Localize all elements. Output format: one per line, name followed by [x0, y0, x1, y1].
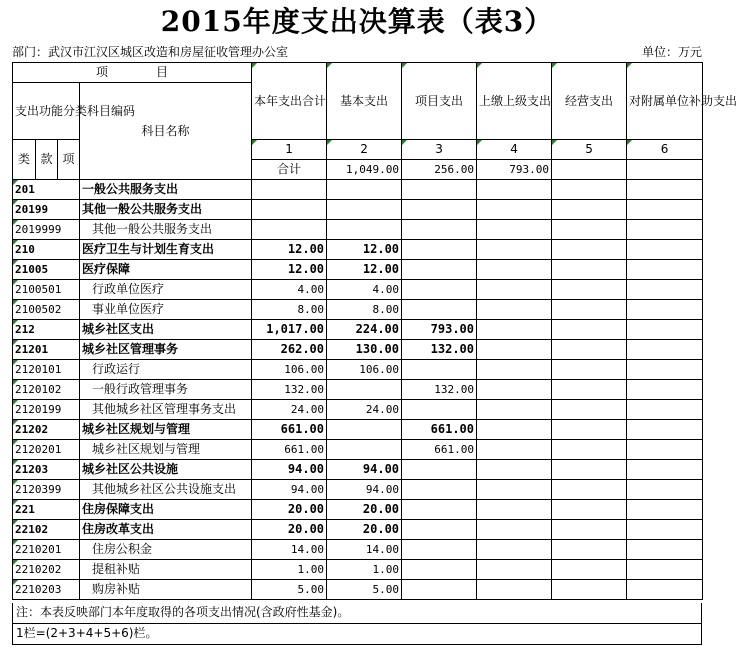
table-row [13, 440, 703, 460]
total-v1: 1,049.00 [327, 160, 402, 180]
row-v2: 12.00 [327, 240, 402, 260]
row-code: 2120201 [13, 440, 80, 460]
header-name: 科目名称 [80, 83, 252, 180]
col-number-5: 5 [552, 140, 627, 160]
row-v5 [552, 460, 627, 480]
row-name: 其他一般公共服务支出 [80, 220, 252, 240]
expenditure-table [12, 62, 737, 600]
row-v1: 12.00 [252, 240, 327, 260]
row-v5 [552, 520, 627, 540]
row-v3 [402, 400, 477, 420]
col-number-4: 4 [477, 140, 552, 160]
row-v1: 20.00 [252, 520, 327, 540]
row-v5 [552, 400, 627, 420]
row-name: 其他城乡社区管理事务支出 [80, 400, 252, 420]
header-xiang: 项 [58, 140, 80, 180]
row-name: 医疗卫生与计划生育支出 [80, 240, 252, 260]
page-title: 2015年度支出决算表（表3） [160, 5, 554, 38]
row-code: 210 [13, 240, 80, 260]
row-name: 城乡社区规划与管理 [80, 440, 252, 460]
row-v5 [552, 380, 627, 400]
row-v3 [402, 540, 477, 560]
row-v2: 14.00 [327, 540, 402, 560]
row-code: 2210201 [13, 540, 80, 560]
header-col-4: 上缴上级支出 [477, 63, 552, 140]
row-name: 城乡社区管理事务 [80, 340, 252, 360]
row-code: 2120199 [13, 400, 80, 420]
row-v3 [402, 280, 477, 300]
row-v4 [477, 420, 552, 440]
row-v5 [552, 180, 627, 200]
table-row [13, 500, 703, 520]
header-lei: 类 [13, 140, 36, 180]
row-code: 2019999 [13, 220, 80, 240]
row-v2 [327, 380, 402, 400]
row-name: 住房改革支出 [80, 520, 252, 540]
table-row [13, 540, 703, 560]
row-v3: 793.00 [402, 320, 477, 340]
row-v6 [627, 460, 703, 480]
table-row [13, 380, 703, 400]
table-row [13, 180, 703, 200]
row-code: 221 [13, 500, 80, 520]
row-code: 2210203 [13, 580, 80, 600]
row-v6 [627, 360, 703, 380]
row-code: 21201 [13, 340, 80, 360]
row-name: 提租补贴 [80, 560, 252, 580]
row-v5 [552, 280, 627, 300]
table-row [13, 580, 703, 600]
row-v6 [627, 220, 703, 240]
table-row [13, 320, 703, 340]
row-v6 [627, 480, 703, 500]
row-v5 [552, 300, 627, 320]
table-row [13, 420, 703, 440]
row-v6 [627, 320, 703, 340]
row-code: 21202 [13, 420, 80, 440]
row-v5 [552, 220, 627, 240]
row-v4 [477, 480, 552, 500]
col-number-6: 6 [627, 140, 703, 160]
row-code: 2120399 [13, 480, 80, 500]
table-row [13, 220, 703, 240]
row-code: 212 [13, 320, 80, 340]
row-v4 [477, 300, 552, 320]
row-v5 [552, 440, 627, 460]
row-v2: 20.00 [327, 500, 402, 520]
table-row [13, 260, 703, 280]
row-v2: 12.00 [327, 260, 402, 280]
footnote-1: 注：本表反映部门本年度取得的各项支出情况(含政府性基金)。 [12, 603, 702, 624]
row-v3 [402, 240, 477, 260]
row-code: 2120101 [13, 360, 80, 380]
row-v3 [402, 500, 477, 520]
row-v4 [477, 540, 552, 560]
row-v5 [552, 360, 627, 380]
row-v6 [627, 340, 703, 360]
row-v2 [327, 180, 402, 200]
col-number-2: 2 [327, 140, 402, 160]
row-v5 [552, 320, 627, 340]
row-v4 [477, 340, 552, 360]
table-row [13, 480, 703, 500]
department-label: 部门：武汉市江汉区城区改造和房屋征收管理办公室 [12, 45, 289, 59]
row-v1: 12.00 [252, 260, 327, 280]
table-row [13, 460, 703, 480]
row-v4 [477, 440, 552, 460]
table-row [13, 300, 703, 320]
total-v4 [552, 160, 627, 180]
row-v6 [627, 280, 703, 300]
row-v2: 94.00 [327, 480, 402, 500]
row-v4 [477, 220, 552, 240]
row-v6 [627, 420, 703, 440]
row-v2: 20.00 [327, 520, 402, 540]
row-code: 201 [13, 180, 80, 200]
row-v3 [402, 220, 477, 240]
row-v4 [477, 200, 552, 220]
row-v3 [402, 460, 477, 480]
row-v4 [477, 240, 552, 260]
total-v5 [627, 160, 703, 180]
row-name: 行政单位医疗 [80, 280, 252, 300]
row-v3: 661.00 [402, 420, 477, 440]
row-v1: 661.00 [252, 420, 327, 440]
total-v2: 256.00 [402, 160, 477, 180]
col-number-1: 1 [252, 140, 327, 160]
col-number-3: 3 [402, 140, 477, 160]
row-v2: 130.00 [327, 340, 402, 360]
row-v5 [552, 500, 627, 520]
row-v3 [402, 520, 477, 540]
row-v1: 20.00 [252, 500, 327, 520]
row-v3 [402, 200, 477, 220]
row-v2 [327, 420, 402, 440]
row-name: 行政运行 [80, 360, 252, 380]
row-name: 购房补贴 [80, 580, 252, 600]
row-v1: 106.00 [252, 360, 327, 380]
row-v2 [327, 220, 402, 240]
row-v6 [627, 540, 703, 560]
row-v4 [477, 320, 552, 340]
row-name: 一般行政管理事务 [80, 380, 252, 400]
row-v5 [552, 260, 627, 280]
row-v3 [402, 560, 477, 580]
row-v6 [627, 440, 703, 460]
row-code: 2100502 [13, 300, 80, 320]
row-v2: 106.00 [327, 360, 402, 380]
header-col-6: 对附属单位补助支出 [627, 63, 703, 140]
row-v6 [627, 380, 703, 400]
row-v2: 4.00 [327, 280, 402, 300]
row-v5 [552, 560, 627, 580]
row-code: 20199 [13, 200, 80, 220]
row-code: 2120102 [13, 380, 80, 400]
footnote-2: 1栏=(2+3+4+5+6)栏。 [12, 624, 702, 645]
header-kuan: 款 [36, 140, 58, 180]
row-v4 [477, 400, 552, 420]
table-row [13, 200, 703, 220]
header-item: 项 目 [13, 63, 252, 83]
row-code: 2100501 [13, 280, 80, 300]
row-name: 住房公积金 [80, 540, 252, 560]
row-v1: 5.00 [252, 580, 327, 600]
row-name: 其他城乡社区公共设施支出 [80, 480, 252, 500]
row-name: 其他一般公共服务支出 [80, 200, 252, 220]
row-v4 [477, 460, 552, 480]
row-v1: 94.00 [252, 460, 327, 480]
row-v5 [552, 480, 627, 500]
row-v1: 8.00 [252, 300, 327, 320]
row-v5 [552, 200, 627, 220]
row-v5 [552, 340, 627, 360]
table-row [13, 400, 703, 420]
row-v5 [552, 580, 627, 600]
row-v1: 1,017.00 [252, 320, 327, 340]
header-col-3: 项目支出 [402, 63, 477, 140]
row-v1: 132.00 [252, 380, 327, 400]
row-v2 [327, 200, 402, 220]
row-code: 22102 [13, 520, 80, 540]
row-v5 [552, 420, 627, 440]
row-code: 21005 [13, 260, 80, 280]
row-v6 [627, 180, 703, 200]
header-col-2: 基本支出 [327, 63, 402, 140]
row-v4 [477, 180, 552, 200]
row-v1: 14.00 [252, 540, 327, 560]
row-code: 2210202 [13, 560, 80, 580]
row-v3 [402, 580, 477, 600]
row-v2: 1.00 [327, 560, 402, 580]
row-v3: 132.00 [402, 380, 477, 400]
row-name: 住房保障支出 [80, 500, 252, 520]
row-v1: 24.00 [252, 400, 327, 420]
row-v1: 94.00 [252, 480, 327, 500]
row-v6 [627, 520, 703, 540]
row-v6 [627, 500, 703, 520]
header-code: 支出功能分类科目编码 [13, 83, 80, 140]
row-v4 [477, 280, 552, 300]
row-v1: 661.00 [252, 440, 327, 460]
row-name: 城乡社区公共设施 [80, 460, 252, 480]
row-name: 一般公共服务支出 [80, 180, 252, 200]
row-name: 城乡社区支出 [80, 320, 252, 340]
row-v3 [402, 480, 477, 500]
row-v5 [552, 240, 627, 260]
total-v3: 793.00 [477, 160, 552, 180]
row-v3: 661.00 [402, 440, 477, 460]
row-v2: 5.00 [327, 580, 402, 600]
table-row [13, 240, 703, 260]
row-v1 [252, 220, 327, 240]
row-v6 [627, 580, 703, 600]
total-label: 合计 [252, 160, 327, 180]
row-v1: 262.00 [252, 340, 327, 360]
row-v4 [477, 360, 552, 380]
row-v3 [402, 180, 477, 200]
row-v4 [477, 260, 552, 280]
row-name: 事业单位医疗 [80, 300, 252, 320]
row-v1: 1.00 [252, 560, 327, 580]
row-v2 [327, 440, 402, 460]
row-v1: 4.00 [252, 280, 327, 300]
row-v2: 224.00 [327, 320, 402, 340]
row-v4 [477, 520, 552, 540]
row-v4 [477, 380, 552, 400]
row-v2: 8.00 [327, 300, 402, 320]
row-v6 [627, 240, 703, 260]
table-row [13, 280, 703, 300]
table-row [13, 560, 703, 580]
header-col-5: 经营支出 [552, 63, 627, 140]
row-v3 [402, 260, 477, 280]
row-v3 [402, 360, 477, 380]
row-v2: 94.00 [327, 460, 402, 480]
row-name: 医疗保障 [80, 260, 252, 280]
header-col-1: 本年支出合计 [252, 63, 327, 140]
table-row [13, 360, 703, 380]
unit-label: 单位：万元 [641, 45, 702, 59]
row-v4 [477, 560, 552, 580]
row-v6 [627, 400, 703, 420]
row-v3 [402, 300, 477, 320]
row-v6 [627, 260, 703, 280]
table-row [13, 520, 703, 540]
table-row [13, 340, 703, 360]
row-v6 [627, 300, 703, 320]
row-v4 [477, 580, 552, 600]
row-v6 [627, 200, 703, 220]
row-v5 [552, 540, 627, 560]
row-v6 [627, 560, 703, 580]
row-code: 21203 [13, 460, 80, 480]
row-name: 城乡社区规划与管理 [80, 420, 252, 440]
row-v4 [477, 500, 552, 520]
row-v2: 24.00 [327, 400, 402, 420]
row-v1 [252, 180, 327, 200]
row-v1 [252, 200, 327, 220]
row-v3: 132.00 [402, 340, 477, 360]
